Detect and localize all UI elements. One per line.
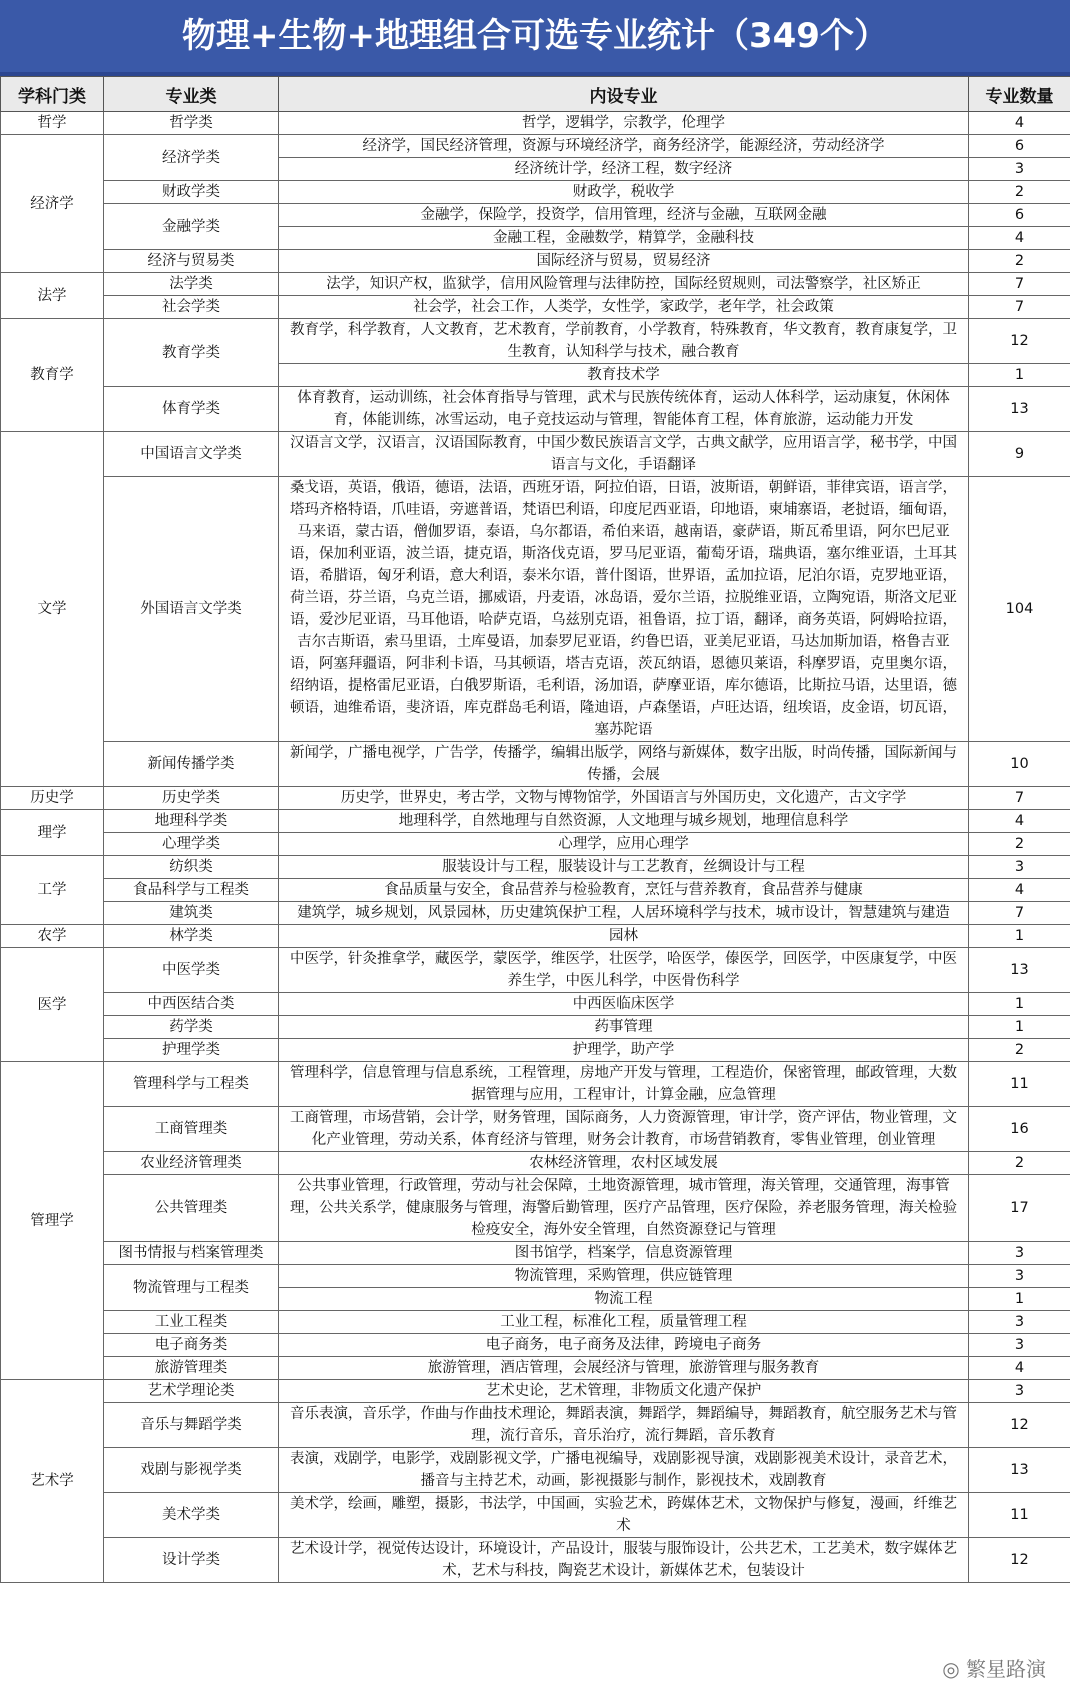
- count-cell: 7: [969, 787, 1070, 810]
- majors-cell: 工业工程，标准化工程，质量管理工程: [279, 1311, 969, 1334]
- count-cell: 6: [969, 204, 1070, 227]
- majors-cell: 国际经济与贸易，贸易经济: [279, 250, 969, 273]
- count-cell: 2: [969, 1152, 1070, 1175]
- table-row: [1, 1062, 1070, 1107]
- count-cell: 16: [969, 1107, 1070, 1152]
- table-row: [1, 387, 1070, 432]
- discipline-cell: 医学: [1, 948, 104, 1062]
- count-cell: 13: [969, 1448, 1070, 1493]
- discipline-cell: 哲学: [1, 112, 104, 135]
- major-class-cell: 设计学类: [104, 1538, 279, 1583]
- table-row: [1, 810, 1070, 833]
- majors-cell: 表演，戏剧学，电影学，戏剧影视文学，广播电视编导，戏剧影视导演，戏剧影视美术设计，录音艺术，播音与主持艺术，动画，影视摄影与制作，影视技术，戏剧教育: [279, 1448, 969, 1493]
- major-class-cell: 心理学类: [104, 833, 279, 856]
- major-class-cell: 农业经济管理类: [104, 1152, 279, 1175]
- count-cell: 4: [969, 112, 1070, 135]
- count-cell: 12: [969, 1403, 1070, 1448]
- major-class-cell: 哲学类: [104, 112, 279, 135]
- count-cell: 7: [969, 273, 1070, 296]
- count-cell: 3: [969, 1311, 1070, 1334]
- count-cell: 11: [969, 1062, 1070, 1107]
- table-row: [1, 181, 1070, 204]
- discipline-cell: 法学: [1, 273, 104, 319]
- discipline-cell: 历史学: [1, 787, 104, 810]
- count-cell: 12: [969, 319, 1070, 364]
- table-row: [1, 993, 1070, 1016]
- majors-cell: 汉语言文学，汉语言，汉语国际教育，中国少数民族语言文学，古典文献学，应用语言学，秘书学，中国语言与文化，手语翻译: [279, 432, 969, 477]
- major-class-cell: 电子商务类: [104, 1334, 279, 1357]
- count-cell: 3: [969, 1265, 1070, 1288]
- page-title: 物理+生物+地理组合可选专业统计（349个）: [0, 0, 1070, 76]
- majors-cell: 旅游管理，酒店管理，会展经济与管理，旅游管理与服务教育: [279, 1357, 969, 1380]
- majors-cell: 金融学，保险学，投资学，信用管理，经济与金融，互联网金融: [279, 204, 969, 227]
- majors-cell: 金融工程，金融数学，精算学，金融科技: [279, 227, 969, 250]
- majors-cell: 中西医临床医学: [279, 993, 969, 1016]
- majors-cell: 中医学，针灸推拿学，藏医学，蒙医学，维医学，壮医学，哈医学，傣医学，回医学，中医康复学，中医养生学，中医儿科学，中医骨伤科学: [279, 948, 969, 993]
- discipline-cell: 农学: [1, 925, 104, 948]
- major-class-cell: 新闻传播学类: [104, 742, 279, 787]
- count-cell: 13: [969, 948, 1070, 993]
- majors-cell: 园林: [279, 925, 969, 948]
- count-cell: 13: [969, 387, 1070, 432]
- count-cell: 2: [969, 833, 1070, 856]
- major-class-cell: 物流管理与工程类: [104, 1265, 279, 1311]
- majors-cell: 新闻学，广播电视学，广告学，传播学，编辑出版学，网络与新媒体，数字出版，时尚传播，国际新闻与传播，会展: [279, 742, 969, 787]
- count-cell: 3: [969, 1380, 1070, 1403]
- major-class-cell: 护理学类: [104, 1039, 279, 1062]
- table-row: [1, 250, 1070, 273]
- majors-cell: 图书馆学，档案学，信息资源管理: [279, 1242, 969, 1265]
- table-row: [1, 1448, 1070, 1493]
- major-class-cell: 公共管理类: [104, 1175, 279, 1242]
- count-cell: 17: [969, 1175, 1070, 1242]
- discipline-cell: 管理学: [1, 1062, 104, 1380]
- count-cell: 7: [969, 296, 1070, 319]
- table-row: [1, 273, 1070, 296]
- count-cell: 104: [969, 477, 1070, 742]
- count-cell: 3: [969, 856, 1070, 879]
- table-row: [1, 1175, 1070, 1242]
- majors-cell: 艺术设计学，视觉传达设计，环境设计，产品设计，服装与服饰设计，公共艺术，工艺美术，数字媒体艺术，艺术与科技，陶瓷艺术设计，新媒体艺术，包装设计: [279, 1538, 969, 1583]
- count-cell: 3: [969, 158, 1070, 181]
- majors-cell: 农林经济管理，农村区域发展: [279, 1152, 969, 1175]
- majors-cell: 财政学，税收学: [279, 181, 969, 204]
- table-row: [1, 1152, 1070, 1175]
- major-class-cell: 管理科学与工程类: [104, 1062, 279, 1107]
- table-row: [1, 319, 1070, 364]
- table-row: [1, 1357, 1070, 1380]
- count-cell: 1: [969, 1288, 1070, 1311]
- count-cell: 2: [969, 181, 1070, 204]
- table-row: [1, 1311, 1070, 1334]
- major-class-cell: 外国语言文学类: [104, 477, 279, 742]
- count-cell: 1: [969, 364, 1070, 387]
- count-cell: 6: [969, 135, 1070, 158]
- table-row: [1, 787, 1070, 810]
- table-row: [1, 1016, 1070, 1039]
- count-cell: 11: [969, 1493, 1070, 1538]
- majors-cell: 桑戈语，英语，俄语，德语，法语，西班牙语，阿拉伯语，日语，波斯语，朝鲜语，菲律宾语，语言学，塔玛齐格特语，爪哇语，旁遮普语，梵语巴利语，印度尼西亚语，印地语，柬埔寨语，老挝语，缅甸语，马来语，蒙古语，僧伽罗语，泰语，乌尔都语，希伯来语，越南语，豪萨语，斯瓦希里语，阿尔巴尼亚语，保加利亚语，波兰语，捷克语，斯洛伐克语，罗马尼亚语，葡萄牙语，瑞典语，塞尔维亚语，土耳其语，希腊语，匈牙利语，意大利语，泰米尔语，普什图语，世界语，孟加拉语，尼泊尔语，克罗地亚语，荷兰语，芬兰语，乌克兰语，挪威语，丹麦语，冰岛语，爱尔兰语，拉脱维亚语，立陶宛语，斯洛文尼亚语，爱沙尼亚语，马耳他语，哈萨克语，乌兹别克语，祖鲁语，拉丁语，翻译，商务英语，阿姆哈拉语，吉尔吉斯语，索马里语，土库曼语，加泰罗尼亚语，约鲁巴语，亚美尼亚语，马达加斯加语，格鲁吉亚语，阿塞拜疆语，阿非利卡语，马其顿语，塔吉克语，茨瓦纳语，恩德贝莱语，科摩罗语，克里奥尔语，绍纳语，提格雷尼亚语，白俄罗斯语，毛利语，汤加语，萨摩亚语，库尔德语，比斯拉马语，达里语，德顿语，迪维希语，斐济语，库克群岛毛利语，隆迪语，卢森堡语，卢旺达语，纽埃语，皮金语，切瓦语，塞苏陀语: [279, 477, 969, 742]
- majors-cell: 建筑学，城乡规划，风景园林，历史建筑保护工程，人居环境科学与技术，城市设计，智慧建筑与建造: [279, 902, 969, 925]
- majors-cell: 法学，知识产权，监狱学，信用风险管理与法律防控，国际经贸规则，司法警察学，社区矫正: [279, 273, 969, 296]
- count-cell: 7: [969, 902, 1070, 925]
- count-cell: 9: [969, 432, 1070, 477]
- major-class-cell: 社会学类: [104, 296, 279, 319]
- table-row: [1, 112, 1070, 135]
- count-cell: 10: [969, 742, 1070, 787]
- table-row: [1, 204, 1070, 227]
- count-cell: 2: [969, 1039, 1070, 1062]
- majors-cell: 地理科学，自然地理与自然资源，人文地理与城乡规划，地理信息科学: [279, 810, 969, 833]
- table-row: [1, 1107, 1070, 1152]
- header-majors: 内设专业: [279, 77, 969, 112]
- table-row: [1, 477, 1070, 742]
- major-class-cell: 工商管理类: [104, 1107, 279, 1152]
- majors-cell: 教育技术学: [279, 364, 969, 387]
- majors-cell: 物流工程: [279, 1288, 969, 1311]
- major-class-cell: 林学类: [104, 925, 279, 948]
- discipline-cell: 教育学: [1, 319, 104, 432]
- majors-cell: 经济统计学，经济工程，数字经济: [279, 158, 969, 181]
- majors-cell: 公共事业管理，行政管理，劳动与社会保障，土地资源管理，城市管理，海关管理，交通管理，海事管理，公共关系学，健康服务与管理，海警后勤管理，医疗产品管理，医疗保险，养老服务管理，海关检验检疫安全，海外安全管理，自然资源登记与管理: [279, 1175, 969, 1242]
- table-row: [1, 1403, 1070, 1448]
- major-class-cell: 历史学类: [104, 787, 279, 810]
- table-row: [1, 1242, 1070, 1265]
- majors-cell: 物流管理，采购管理，供应链管理: [279, 1265, 969, 1288]
- majors-cell: 哲学，逻辑学，宗教学，伦理学: [279, 112, 969, 135]
- table-header-row: [1, 77, 1070, 112]
- count-cell: 1: [969, 993, 1070, 1016]
- table-row: [1, 1493, 1070, 1538]
- majors-cell: 药事管理: [279, 1016, 969, 1039]
- table-row: [1, 1334, 1070, 1357]
- table-row: [1, 742, 1070, 787]
- watermark: ◎ 繁星路演: [936, 1651, 1052, 1684]
- majors-cell: 电子商务，电子商务及法律，跨境电子商务: [279, 1334, 969, 1357]
- major-class-cell: 金融学类: [104, 204, 279, 250]
- table-row: [1, 296, 1070, 319]
- table-row: [1, 135, 1070, 158]
- table-row: [1, 925, 1070, 948]
- discipline-cell: 文学: [1, 432, 104, 787]
- table-row: [1, 948, 1070, 993]
- count-cell: 12: [969, 1538, 1070, 1583]
- count-cell: 4: [969, 1357, 1070, 1380]
- major-class-cell: 戏剧与影视学类: [104, 1448, 279, 1493]
- discipline-cell: 理学: [1, 810, 104, 856]
- discipline-cell: 工学: [1, 856, 104, 925]
- table-row: [1, 1039, 1070, 1062]
- major-class-cell: 食品科学与工程类: [104, 879, 279, 902]
- major-class-cell: 工业工程类: [104, 1311, 279, 1334]
- majors-cell: 教育学，科学教育，人文教育，艺术教育，学前教育，小学教育，特殊教育，华文教育，教育康复学，卫生教育，认知科学与技术，融合教育: [279, 319, 969, 364]
- count-cell: 4: [969, 810, 1070, 833]
- watermark-text: 繁星路演: [966, 1657, 1046, 1681]
- majors-cell: 护理学，助产学: [279, 1039, 969, 1062]
- majors-cell: 音乐表演，音乐学，作曲与作曲技术理论，舞蹈表演，舞蹈学，舞蹈编导，舞蹈教育，航空服务艺术与管理，流行音乐，音乐治疗，流行舞蹈，音乐教育: [279, 1403, 969, 1448]
- header-count: 专业数量: [969, 77, 1070, 112]
- major-class-cell: 建筑类: [104, 902, 279, 925]
- major-class-cell: 旅游管理类: [104, 1357, 279, 1380]
- major-class-cell: 纺织类: [104, 856, 279, 879]
- major-class-cell: 图书情报与档案管理类: [104, 1242, 279, 1265]
- majors-cell: 经济学，国民经济管理，资源与环境经济学，商务经济学，能源经济，劳动经济学: [279, 135, 969, 158]
- table-row: [1, 833, 1070, 856]
- count-cell: 4: [969, 227, 1070, 250]
- count-cell: 3: [969, 1242, 1070, 1265]
- major-class-cell: 中国语言文学类: [104, 432, 279, 477]
- table-row: [1, 902, 1070, 925]
- major-class-cell: 经济与贸易类: [104, 250, 279, 273]
- majors-cell: 美术学，绘画，雕塑，摄影，书法学，中国画，实验艺术，跨媒体艺术，文物保护与修复，漫画，纤维艺术: [279, 1493, 969, 1538]
- majors-cell: 食品质量与安全，食品营养与检验教育，烹饪与营养教育，食品营养与健康: [279, 879, 969, 902]
- table-row: [1, 856, 1070, 879]
- discipline-cell: 经济学: [1, 135, 104, 273]
- count-cell: 1: [969, 925, 1070, 948]
- major-class-cell: 药学类: [104, 1016, 279, 1039]
- header-discipline: 学科门类: [1, 77, 104, 112]
- major-class-cell: 中西医结合类: [104, 993, 279, 1016]
- major-class-cell: 艺术学理论类: [104, 1380, 279, 1403]
- majors-cell: 心理学，应用心理学: [279, 833, 969, 856]
- major-class-cell: 美术学类: [104, 1493, 279, 1538]
- count-cell: 1: [969, 1016, 1070, 1039]
- majors-table: [0, 76, 1070, 1583]
- major-class-cell: 音乐与舞蹈学类: [104, 1403, 279, 1448]
- discipline-cell: 艺术学: [1, 1380, 104, 1583]
- table-row: [1, 879, 1070, 902]
- major-class-cell: 财政学类: [104, 181, 279, 204]
- majors-cell: 历史学，世界史，考古学，文物与博物馆学，外国语言与外国历史，文化遗产，古文字学: [279, 787, 969, 810]
- major-class-cell: 教育学类: [104, 319, 279, 387]
- majors-cell: 管理科学，信息管理与信息系统，工程管理，房地产开发与管理，工程造价，保密管理，邮政管理，大数据管理与应用，工程审计，计算金融，应急管理: [279, 1062, 969, 1107]
- majors-cell: 艺术史论，艺术管理，非物质文化遗产保护: [279, 1380, 969, 1403]
- major-class-cell: 经济学类: [104, 135, 279, 181]
- table-row: [1, 1380, 1070, 1403]
- major-class-cell: 中医学类: [104, 948, 279, 993]
- table-row: [1, 432, 1070, 477]
- major-class-cell: 地理科学类: [104, 810, 279, 833]
- majors-cell: 体育教育，运动训练，社会体育指导与管理，武术与民族传统体育，运动人体科学，运动康复，休闲体育，体能训练，冰雪运动，电子竞技运动与管理，智能体育工程，体育旅游，运动能力开发: [279, 387, 969, 432]
- table-body: [1, 112, 1070, 1583]
- majors-cell: 社会学，社会工作，人类学，女性学，家政学，老年学，社会政策: [279, 296, 969, 319]
- majors-cell: 工商管理，市场营销，会计学，财务管理，国际商务，人力资源管理，审计学，资产评估，物业管理，文化产业管理，劳动关系，体育经济与管理，财务会计教育，市场营销教育，零售业管理，创业管理: [279, 1107, 969, 1152]
- count-cell: 2: [969, 250, 1070, 273]
- count-cell: 3: [969, 1334, 1070, 1357]
- table-row: [1, 1265, 1070, 1288]
- count-cell: 4: [969, 879, 1070, 902]
- major-class-cell: 体育学类: [104, 387, 279, 432]
- header-major-class: 专业类: [104, 77, 279, 112]
- table-row: [1, 1538, 1070, 1583]
- major-class-cell: 法学类: [104, 273, 279, 296]
- majors-cell: 服装设计与工程，服装设计与工艺教育，丝绸设计与工程: [279, 856, 969, 879]
